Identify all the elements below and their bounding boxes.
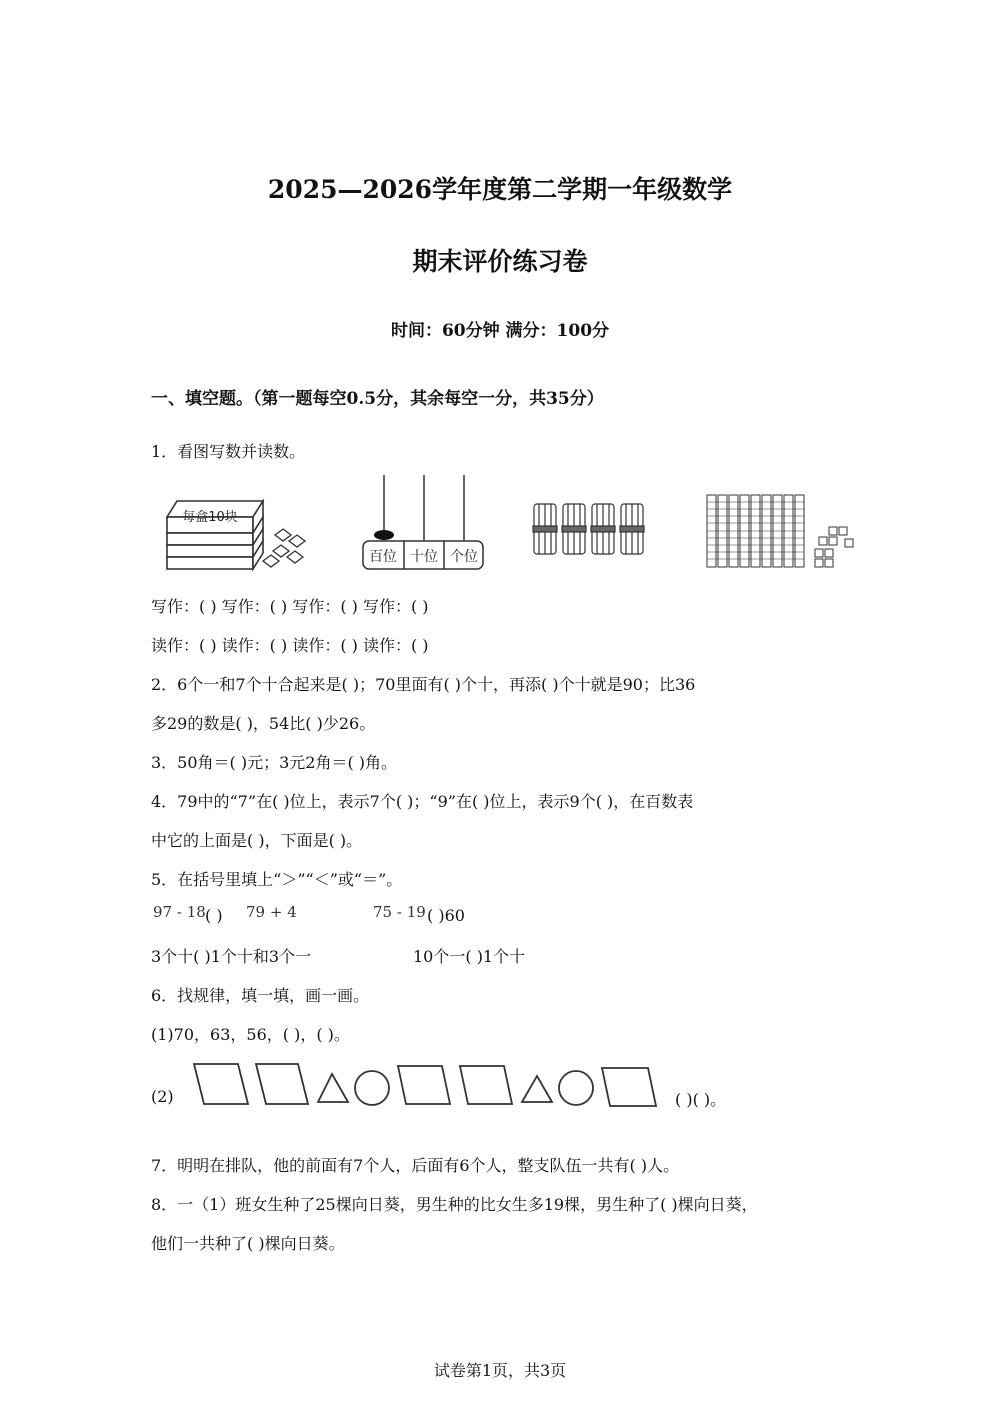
boxes-figure bbox=[165, 495, 315, 575]
question-8-line1: 8．一（1）班女生种了25棵向日葵，男生种的比女生多19棵，男生种了( )棵向日葵， bbox=[151, 1195, 758, 1214]
abacus-bead bbox=[374, 530, 394, 540]
q1-write-row: 写作：( ) 写作：( ) 写作：( ) 写作：( ) bbox=[151, 597, 429, 616]
shape-pattern bbox=[190, 1060, 665, 1112]
q5-blank-a: ( ) bbox=[205, 906, 223, 925]
triangle-shape bbox=[318, 1074, 348, 1102]
question-2-line2: 多29的数是( )，54比( )少26。 bbox=[151, 714, 376, 733]
stick-bundles-figure bbox=[530, 500, 650, 560]
question-1-prompt: 1．看图写数并读数。 bbox=[151, 442, 306, 461]
q5-compare-b: 10个一( )1个十 bbox=[413, 947, 526, 966]
page-footer: 试卷第1页，共3页 bbox=[433, 1361, 567, 1380]
question-4-line1: 4．79中的“7”在( )位上，表示7个( )；“9”在( )位上，表示9个( )，在百数表 bbox=[151, 792, 694, 811]
question-5-line1: 5．在括号里填上“＞”“＜”或“＝”。 bbox=[151, 870, 403, 889]
q1-read-row: 读作：( ) 读作：( ) 读作：( ) 读作：( ) bbox=[151, 636, 429, 655]
place-value-blocks-figure bbox=[705, 493, 860, 573]
question-8-line2: 他们一共种了( )棵向日葵。 bbox=[151, 1234, 345, 1253]
question-3-line1: 3．50角＝( )元；3元2角＝( )角。 bbox=[151, 753, 398, 772]
abacus-figure bbox=[360, 473, 485, 573]
q5-expression-b: 79 + 4 bbox=[246, 903, 297, 921]
circle-shape bbox=[355, 1071, 389, 1105]
abacus-ones-label: 个位 bbox=[450, 549, 478, 565]
q5-compare-a: 3个十( )1个十和3个一 bbox=[151, 947, 312, 966]
parallelogram-shape bbox=[398, 1066, 450, 1104]
section-heading: 一、填空题。（第一题每空0.5分，其余每空一分，共35分） bbox=[151, 389, 604, 409]
parallelogram-shape bbox=[602, 1068, 656, 1106]
triangle-shape bbox=[522, 1076, 552, 1102]
q6-part2-blanks: ( )( )。 bbox=[675, 1090, 727, 1109]
abacus-hundreds-label: 百位 bbox=[369, 549, 397, 565]
q5-blank-c: ( )60 bbox=[427, 906, 465, 925]
parallelogram-shape bbox=[256, 1064, 308, 1104]
exam-info: 时间：60分钟 满分：100分 bbox=[390, 321, 610, 341]
q5-expression-c: 75 - 19 bbox=[373, 903, 426, 921]
circle-shape bbox=[559, 1071, 593, 1105]
page-subtitle-title: 期末评价练习卷 bbox=[412, 247, 588, 276]
question-6-line1: 6．找规律，填一填，画一画。 bbox=[151, 986, 370, 1005]
question-4-line2: 中它的上面是( )，下面是( )。 bbox=[151, 831, 363, 850]
question-6-part1: (1)70，63，56，( )，( )。 bbox=[151, 1025, 350, 1044]
question-6-part2-label: (2) bbox=[151, 1087, 174, 1106]
parallelogram-shape bbox=[194, 1064, 248, 1104]
box-label: 每盒10块 bbox=[182, 510, 238, 525]
abacus-tens-label: 十位 bbox=[410, 549, 438, 565]
q5-expression-a: 97 - 18 bbox=[153, 903, 206, 921]
question-2-line1: 2．6个一和7个十合起来是( )；70里面有( )个十，再添( )个十就是90；比36 bbox=[151, 675, 696, 694]
parallelogram-shape bbox=[460, 1066, 512, 1104]
question-7-line1: 7．明明在排队，他的前面有7个人，后面有6个人，整支队伍一共有( )人。 bbox=[151, 1156, 680, 1175]
page-title: 2025—2026学年度第二学期一年级数学 bbox=[267, 175, 733, 204]
